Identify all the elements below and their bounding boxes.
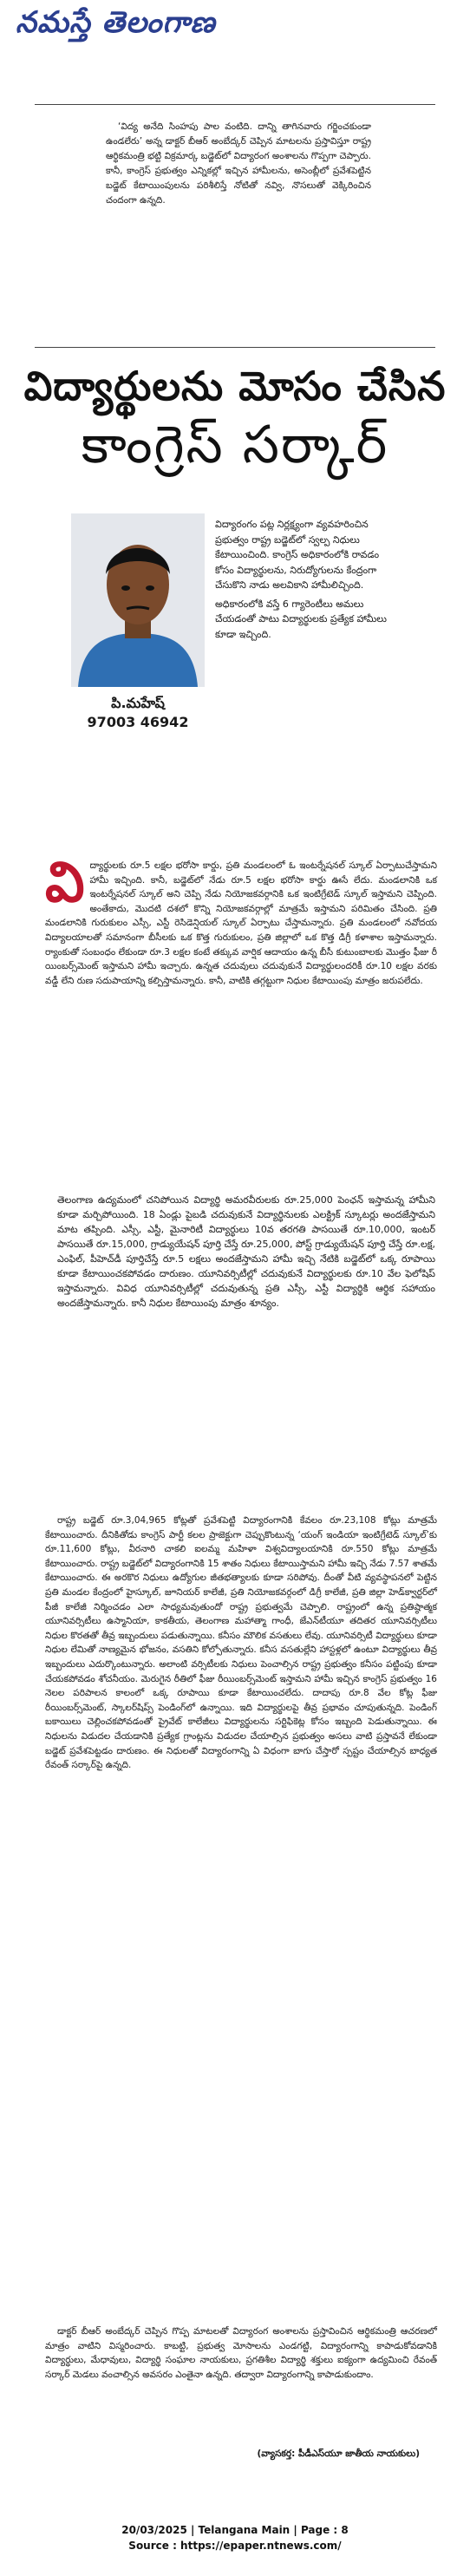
intro-paragraph-1: విద్యారంగం పట్ల నిర్లక్ష్యంగా వ్యవహరించిన ప్రభుత్వం రాష్ట్ర బడ్జెట్‌లో స్వల్ప నిధులు కేటాయించింది. కాంగ్రెస్ అధికారంలోకి రావడం కోసం విద్యార్థులను, నిరుద్యోగులను కేంద్రంగా చేసుకొని నాడు అలవికాని హామీలిచ్చింది. — [215, 519, 380, 591]
paragraph-3-text: రాష్ట్ర బడ్జెట్ రూ.3,04,965 కోట్లతో ప్రవేశపెట్టి విద్యారంగానికి కేవలం రూ.23,108 కోట్లు మాత్రమే కేటాయించారు. దీనికితోడు కాంగ్రెస్ పార్టీ కలల ప్రాజెక్టుగా చెప్పుకొంటున్న ‘యంగ్ ఇండియా ఇంటిగ్రేటెడ్ స్కూల్’కు రూ.11,600 కోట్లు, వీరనారి చాకలి ఐలమ్మ మహిళా విశ్వవిద్యాలయానికి రూ.550 కోట్లు మాత్రమే కేటాయించారు. రాష్ట్ర బడ్జెట్‌లో విద్యారంగానికి 15 శాతం నిధులు కేటాయిస్తామని హామీ ఇచ్చి నేడు 7.57 శాతమే కేటాయించారు. ఈ అరకొర నిధులు ఉద్యోగుల జీతభత్యాలకు కూడా సరిపోవు. దీంతో వీటి వ్యవస్థాపనలో పెట్టిన ప్రతి మండల కేంద్రంలో హైస్కూల్, జూనియర్ కాలేజీ, ప్రతి నియోజకవర్గంలో డిగ్రీ కాలేజీ, ప్రతి జిల్లా హెడ్‌క్వార్టర్‌లో పీజీ కాలేజీ నిర్మించడం ఎలా సాధ్యమవుతుందో రాష్ట్ర ప్రభుత్వమే చెప్పాలి. రాష్ట్రంలో ఉన్న ప్రతిష్ఠాత్మక యూనివర్సిటీలు ఉస్మానియా, కాకతీయ, తెలంగాణ మహాత్మా గాంధీ, జేఎన్‌టీయూ తదితర యూనివర్సిటీలు నిధుల కొరతతో తీవ్ర ఇబ్బందులు పడుతున్నాయి. కనీసం మౌలిక వసతులు లేవు. యూనివర్సిటీ విద్యార్థులు కూడా నిధుల లేమితో నాణ్యమైన భోజనం, వసతిని కోల్పోతున్నారు. కనీస వసతుల్లేని హాస్టళ్లలో ఉంటూ విద్యార్థులు తీవ్ర ఇబ్బందులు ఎదుర్కొంటున్నారు. అలాంటి వర్సిటీలకు నిధులు పెంచాల్సిన రాష్ట్ర ప్రభుత్వం కనీసం పట్టింపు కూడా చేయకపోవడం శోచనీయం. మెరుగైన రీతిలో ఫీజు రీయింబర్స్‌మెంట్ ఇస్తామని హామీ ఇచ్చిన కాంగ్రెస్ ప్రభుత్వం 16 నెలల పరిపాలన కాలంలో ఒక్క రూపాయి కూడా కేటాయించలేదు. దాదాపు రూ.8 వేల కోట్ల ఫీజు రీయింబర్స్‌మెంట్, స్కాలర్‌షిప్స్ పెండింగ్‌లో ఉన్నాయి. ఇది విద్యార్థులపై తీవ్ర ప్రభావం చూపుతున్నది. పెండింగ్ బకాయిలు చెల్లించకపోవడంతో ప్రైవేట్ కాలేజీలు విద్యార్థులను సర్టిఫికెట్ల కోసం ఇబ్బంది పెడుతున్నాయి. ఈ నిధులను విడుదల చేయడానికి ప్రత్యేక గ్రాంట్లను విడుదల చేయాల్సిన ప్రభుత్వం అసలు వాటి ప్రస్తావనే లేకుండా బడ్జెట్ ప్రవేశపెట్టడం దారుణం. ఈ నిధులతో విద్యారంగాన్ని ఏ విధంగా బాగు చేస్తారో స్పష్టం చేయాల్సిన బాధ్యత రేవంత్ సర్కార్‌పై ఉన్నది. — [45, 1515, 437, 1771]
headline-line1: విద్యార్థులను మోసం చేసిన — [23, 363, 447, 409]
article-paragraph-1 — [45, 851, 437, 988]
masthead-title: నమస్తే తెలంగాణ — [16, 5, 216, 40]
dropcap: వి — [45, 851, 85, 915]
headline-line2: కాంగ్రెస్ సర్కార్ — [81, 415, 389, 475]
author-credit: (వ్యాసకర్త: పీడీఎస్‌యూ జాతీయ నాయకులు) — [257, 2449, 420, 2459]
intro-box — [215, 517, 399, 645]
paragraph-4-text: డాక్టర్ బీఆర్ అంబేద్కర్ చెప్పిన గొప్ప మాటలతో విద్యారంగ అంశాలను ప్రస్తావించిన ఆర్థికమంత్రి ఆచరణలో మాత్రం వాటిని విస్మరించారు. కాబట్టి, ప్రభుత్వ మోసాలను ఎండగట్టి, విద్యారంగాన్ని కాపాడుకోవడానికి విద్యార్థులు, మేధావులు, విద్యార్థి సంఘాల నాయకులు, ప్రగతిశీల విద్యార్థి శక్తులు ఐక్యంగా ఉద్యమించి రేవంత్ సర్కార్ మెడలు వంచాల్సిన అవసరం ఎంతైనా ఉన్నది. తద్వారా విద్యారంగాన్ని కాపాడుకుందాం. — [45, 2326, 437, 2380]
footer-source-line: Source : https://epaper.ntnews.com/ — [128, 2540, 342, 2552]
author-byline — [71, 694, 205, 732]
author-portrait-image — [71, 513, 205, 687]
pullquote — [106, 120, 371, 208]
article-paragraph-2 — [57, 1193, 435, 1311]
pullquote-text: ‘విద్య అనేది సింహపు పాల వంటిది. దాన్ని తాగినవారు గర్జించకుండా ఉండలేరు’ అన్న డాక్టర్ బీఆర్ అంబేద్కర్ చెప్పిన మాటలను ప్రస్తావిస్తూ రాష్ట్ర ఆర్థికమంత్రి భట్టి విక్రమార్క బడ్జెట్‌లో విద్యారంగ అంశాలను గొప్పగా చెప్పారు. కానీ, కాంగ్రెస్ ప్రభుత్వం ఎన్నికల్లో ఇచ్చిన హామీలను, అసెంబ్లీలో ప్రవేశపెట్టిన బడ్జెట్ కేటాయింపులను పరిశీలిస్తే నోటితో నవ్వి, నొసలుతో వెక్కిరించిన చందంగా ఉన్నది. — [106, 121, 371, 206]
masthead — [16, 5, 454, 56]
article-paragraph-4 — [45, 2324, 437, 2382]
paragraph-1-text: ద్యార్థులకు రూ.5 లక్షల భరోసా కార్డు, ప్రతి మండలంలో ఓ ఇంటర్నేషనల్ స్కూల్ ఏర్పాటుచేస్తామని హామీ ఇచ్చింది. కానీ, బడ్జెట్‌లో నేడు రూ.5 లక్షల భరోసా కార్డు ఊసే లేదు. మండలానికి ఒక ఇంటర్నేషనల్ స్కూల్ అని చెప్పి నేడు నియోజకవర్గానికి ఒక ఇంటిగ్రేటెడ్ స్కూల్ ఇస్తామని చెప్పింది. అంతేకాదు, మొదటి దశలో కొన్ని నియోజకవర్గాల్లో మాత్రమే ఇస్తామని పరిమితం చేసింది. ప్రతి మండలానికి గురుకులం ఎస్సీ, ఎస్టీ రెసిడెన్షియల్ స్కూల్ ఏర్పాటు చేస్తామన్నారు. ప్రతి మండలంలో నవోదయ విద్యాలయాలతో సమానంగా బీసీలకు ఒక కొత్త గురుకులం, ప్రతి జిల్లాలో ఒక కొత్త డిగ్రీ కళాశాల ఇస్తామన్నారు. ర్యాంకుతో సంబంధం లేకుండా రూ.3 లక్షల కంటే తక్కువ వార్షిక ఆదాయం ఉన్న బీసీ కుటుంబాలకు మొత్తం ఫీజు రీ యింబర్స్‌మెంట్ ఇస్తామని హామీ ఇచ్చారు. ఉన్నత చదువులు చదువుకునే విద్యార్థులందరికీ రూ.10 లక్షల వరకు వడ్డీ లేని రుణ సదుపాయాన్ని కల్పిస్తామన్నారు. కానీ, వాటికి తగ్గట్టుగా నిధుల కేటాయింపు మాత్రం జరుపలేదు. — [45, 860, 437, 986]
page-footer — [0, 2522, 470, 2553]
intro-paragraph-2: అధికారంలోకి వస్తే 6 గ్యారెంటీలు అమలు చేయడంతో పాటు విద్యార్థులకు ప్రత్యేక హామీలు కూడా ఇచ్చింది. — [215, 598, 387, 640]
footer-date-line: 20/03/2025 | Telangana Main | Page : 8 — [121, 2524, 349, 2536]
headline-divider — [35, 347, 435, 348]
article-paragraph-3 — [45, 1514, 437, 1773]
paragraph-2-text: తెలంగాణ ఉద్యమంలో చనిపోయిన విద్యార్థి అమరవీరులకు రూ.25,000 పెంఛన్ ఇస్తామన్న హామీని కూడా మర్చిపోయింది. 18 ఏండ్లు పైబడి చదువుకునే విద్యార్థినులకు ఎలక్ట్రిక్ స్కూటర్లు అందజేస్తామని మాట తప్పింది. ఎస్సీ, ఎస్టీ, మైనారిటీ విద్యార్థులు 10వ తరగతి పాసయితే రూ.10,000, ఇంటర్ పాసయితే రూ.15,000, గ్రాడ్యుయేషన్ పూర్తి చేస్తే రూ.25,000, పోస్ట్ గ్రాడ్యుయేషన్ పూర్తి చేస్తే రూ.లక్ష, ఎంఫిల్, పీహెచ్‌డీ పూర్తిచేస్తే రూ.5 లక్షలు అందజేస్తామని హామీ ఇచ్చి నేటికి బడ్జెట్‌లో ఒక్క రూపాయి కూడా కేటాయించకపోవడం దారుణం. యూనివర్సిటీల్లో చదువుకునే విద్యార్థులకు రూ.10 వేల ఫెలోషిప్ ఇస్తామన్నారు. వివిధ యూనివర్సిటీల్లో చదువుతున్న ప్రతి ఎస్సీ, ఎస్టీ విద్యార్థికి ఆర్థిక సహాయం అందజేస్తామన్నారు. కానీ నిధుల కేటాయింపు మాత్రం శూన్యం. — [57, 1194, 435, 1309]
author-name: పి.మహేష్ — [111, 695, 165, 711]
author-phone: 97003 46942 — [87, 714, 189, 730]
top-divider — [35, 104, 435, 105]
author-photo — [71, 513, 205, 687]
